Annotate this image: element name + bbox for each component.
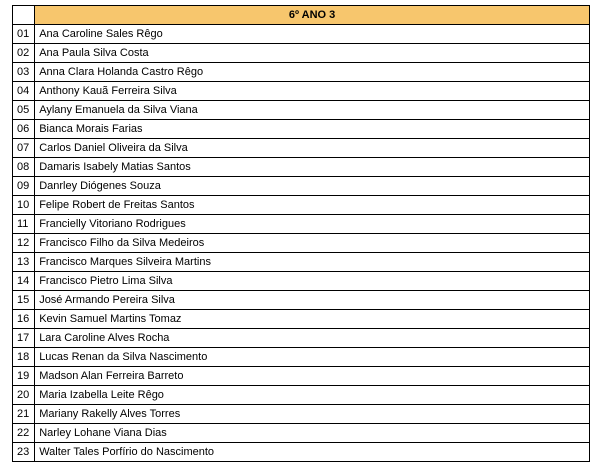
table-row xyxy=(13,44,590,63)
row-number-cell[interactable]: 12 xyxy=(13,234,35,253)
student-name-cell[interactable]: Bianca Morais Farias xyxy=(35,120,590,139)
row-number-cell[interactable]: 06 xyxy=(13,120,35,139)
student-name-cell[interactable]: Francisco Marques Silveira Martins xyxy=(35,253,590,272)
table-row xyxy=(13,139,590,158)
row-number-cell[interactable]: 22 xyxy=(13,424,35,443)
student-name-cell[interactable]: Madson Alan Ferreira Barreto xyxy=(35,367,590,386)
student-name-cell[interactable]: Narley Lohane Viana Dias xyxy=(35,424,590,443)
row-number-cell[interactable]: 07 xyxy=(13,139,35,158)
student-name-cell[interactable]: Ana Paula Silva Costa xyxy=(35,44,590,63)
row-number-cell[interactable]: 21 xyxy=(13,405,35,424)
row-number-cell[interactable]: 13 xyxy=(13,253,35,272)
table-row xyxy=(13,101,590,120)
row-number-cell[interactable]: 05 xyxy=(13,101,35,120)
table-row xyxy=(13,253,590,272)
student-name-cell[interactable]: Kevin Samuel Martins Tomaz xyxy=(35,310,590,329)
table-row xyxy=(13,367,590,386)
table-row xyxy=(13,120,590,139)
student-list-table xyxy=(12,5,590,462)
student-name-cell[interactable]: Lara Caroline Alves Rocha xyxy=(35,329,590,348)
student-name-cell[interactable]: Walter Tales Porfírio do Nascimento xyxy=(35,443,590,462)
table-row xyxy=(13,443,590,462)
class-title[interactable]: 6º ANO 3 xyxy=(35,6,590,25)
student-name-cell[interactable]: Damaris Isabely Matias Santos xyxy=(35,158,590,177)
student-name-cell[interactable]: Ana Caroline Sales Rêgo xyxy=(35,25,590,44)
table-body xyxy=(13,6,590,462)
table-row xyxy=(13,215,590,234)
table-row xyxy=(13,158,590,177)
row-number-cell[interactable]: 08 xyxy=(13,158,35,177)
row-number-cell[interactable]: 16 xyxy=(13,310,35,329)
row-number-cell[interactable]: 18 xyxy=(13,348,35,367)
student-name-cell[interactable]: Anna Clara Holanda Castro Rêgo xyxy=(35,63,590,82)
row-number-cell[interactable]: 15 xyxy=(13,291,35,310)
table-row xyxy=(13,348,590,367)
student-name-cell[interactable]: Francisco Pietro Lima Silva xyxy=(35,272,590,291)
table-row xyxy=(13,424,590,443)
row-number-cell[interactable]: 17 xyxy=(13,329,35,348)
student-name-cell[interactable]: Carlos Daniel Oliveira da Silva xyxy=(35,139,590,158)
row-number-cell[interactable]: 19 xyxy=(13,367,35,386)
student-name-cell[interactable]: José Armando Pereira Silva xyxy=(35,291,590,310)
header-row xyxy=(13,6,590,25)
student-name-cell[interactable]: Francisco Filho da Silva Medeiros xyxy=(35,234,590,253)
row-number-cell[interactable]: 10 xyxy=(13,196,35,215)
student-name-cell[interactable]: Francielly Vitoriano Rodrigues xyxy=(35,215,590,234)
table-row xyxy=(13,177,590,196)
table-row xyxy=(13,196,590,215)
table-row xyxy=(13,310,590,329)
row-number-cell[interactable]: 23 xyxy=(13,443,35,462)
student-name-cell[interactable]: Aylany Emanuela da Silva Viana xyxy=(35,101,590,120)
student-name-cell[interactable]: Felipe Robert de Freitas Santos xyxy=(35,196,590,215)
student-name-cell[interactable]: Lucas Renan da Silva Nascimento xyxy=(35,348,590,367)
row-number-cell[interactable]: 04 xyxy=(13,82,35,101)
row-number-cell[interactable]: 01 xyxy=(13,25,35,44)
student-name-cell[interactable]: Danrley Diógenes Souza xyxy=(35,177,590,196)
table-row xyxy=(13,25,590,44)
table-row xyxy=(13,82,590,101)
student-name-cell[interactable]: Maria Izabella Leite Rêgo xyxy=(35,386,590,405)
student-name-cell[interactable]: Mariany Rakelly Alves Torres xyxy=(35,405,590,424)
row-number-cell[interactable]: 03 xyxy=(13,63,35,82)
row-number-cell[interactable]: 14 xyxy=(13,272,35,291)
table-row xyxy=(13,291,590,310)
header-number-cell[interactable] xyxy=(13,6,35,25)
table-row xyxy=(13,63,590,82)
table-row xyxy=(13,329,590,348)
row-number-cell[interactable]: 11 xyxy=(13,215,35,234)
row-number-cell[interactable]: 09 xyxy=(13,177,35,196)
student-name-cell[interactable]: Anthony Kauã Ferreira Silva xyxy=(35,82,590,101)
table-row xyxy=(13,405,590,424)
table-row xyxy=(13,234,590,253)
table-row xyxy=(13,386,590,405)
row-number-cell[interactable]: 20 xyxy=(13,386,35,405)
table-row xyxy=(13,272,590,291)
row-number-cell[interactable]: 02 xyxy=(13,44,35,63)
